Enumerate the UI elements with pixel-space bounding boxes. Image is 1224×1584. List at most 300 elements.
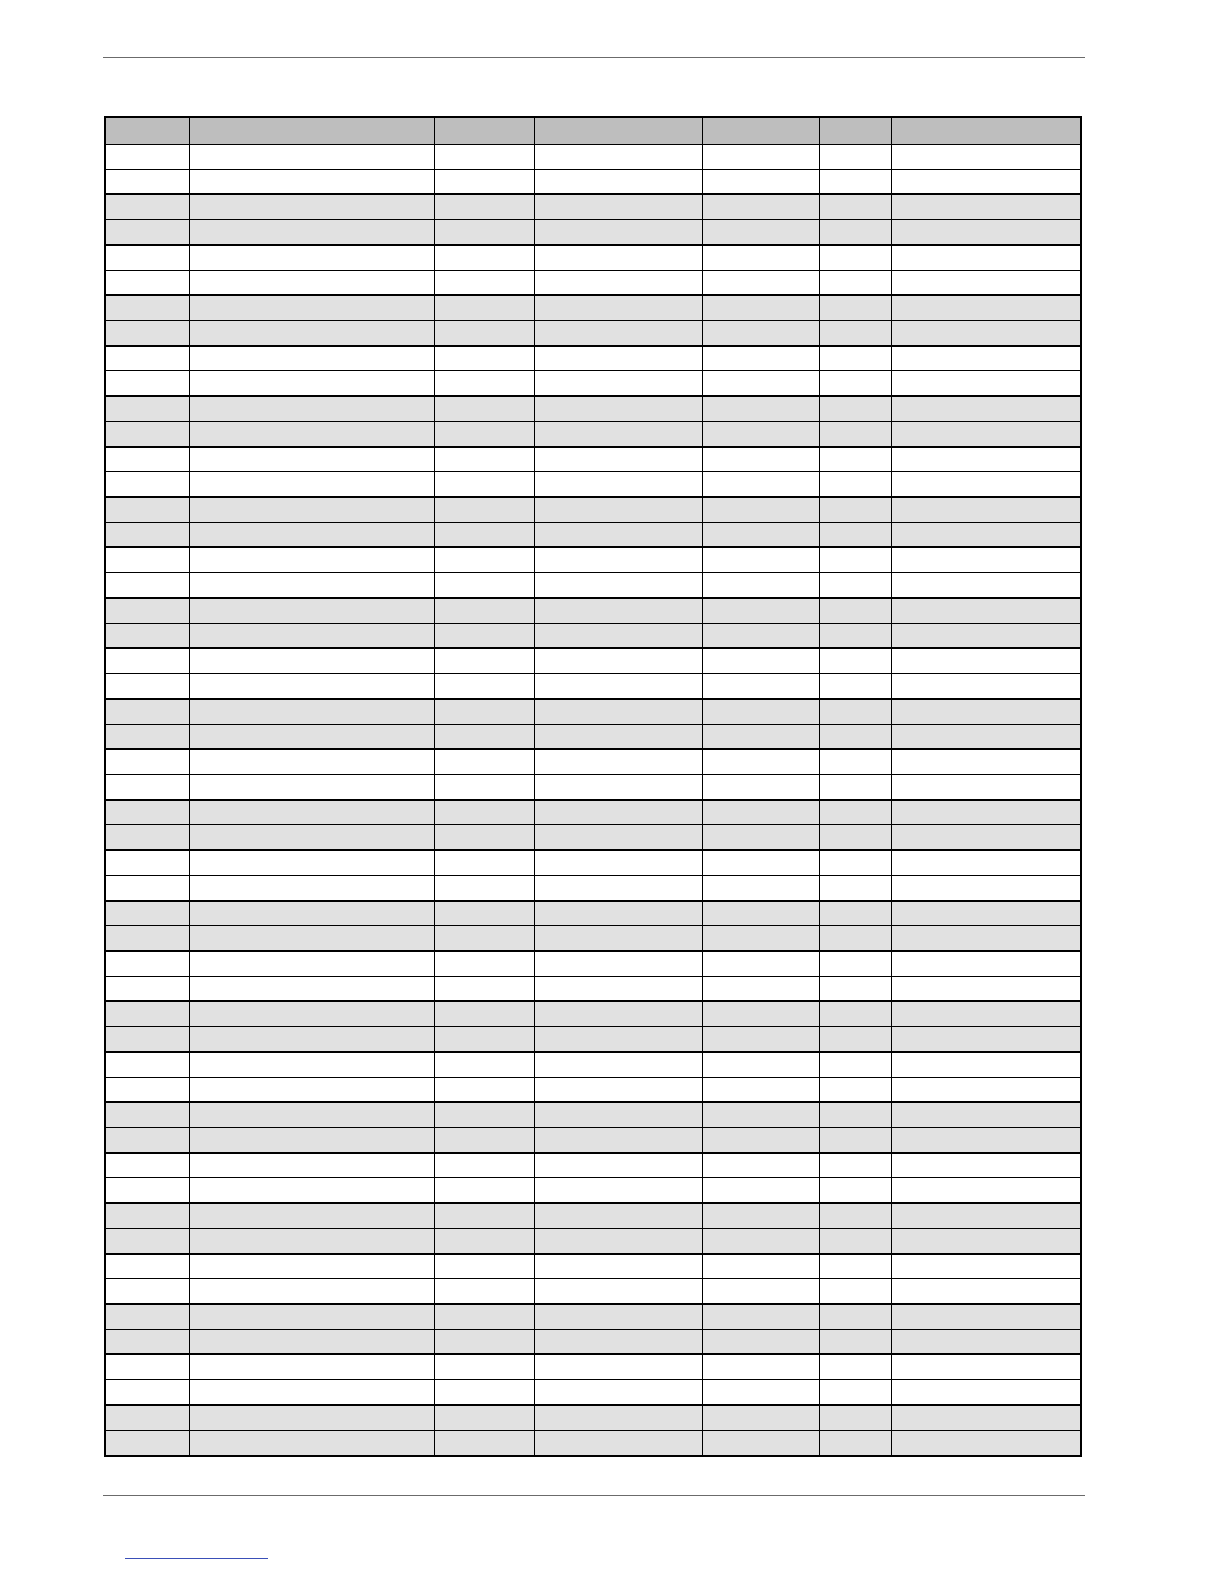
table-cell [105, 396, 189, 421]
table-cell [434, 749, 534, 774]
table-cell [534, 976, 702, 1001]
table-row [105, 1027, 1081, 1052]
table-cell [534, 1304, 702, 1329]
table-cell [819, 749, 891, 774]
table-row [105, 1102, 1081, 1127]
table-cell [702, 169, 819, 194]
table-row [105, 800, 1081, 825]
table-cell [891, 623, 1081, 648]
table-cell [434, 396, 534, 421]
table-cell [534, 346, 702, 371]
table-cell [819, 1027, 891, 1052]
column-header [189, 117, 434, 145]
table-cell [534, 1380, 702, 1405]
column-header [819, 117, 891, 145]
table-cell [891, 522, 1081, 547]
table-cell [105, 1077, 189, 1102]
table-cell [105, 926, 189, 951]
table-cell [434, 321, 534, 346]
table-cell [891, 648, 1081, 673]
table-cell [891, 1329, 1081, 1354]
table-cell [434, 1153, 534, 1178]
table-cell [434, 976, 534, 1001]
table-cell [105, 145, 189, 170]
table-cell [891, 295, 1081, 320]
table-cell [534, 1279, 702, 1304]
table-cell [189, 1052, 434, 1077]
table-cell [534, 1178, 702, 1203]
table-cell [534, 598, 702, 623]
table-cell [819, 901, 891, 926]
table-cell [702, 1153, 819, 1178]
table-cell [534, 145, 702, 170]
table-cell [534, 421, 702, 446]
table-cell [819, 699, 891, 724]
table-cell [534, 901, 702, 926]
table-cell [434, 1027, 534, 1052]
table-row [105, 1153, 1081, 1178]
table-cell [702, 699, 819, 724]
table-cell [189, 976, 434, 1001]
table-cell [105, 1254, 189, 1279]
table-cell [819, 321, 891, 346]
table-cell [534, 1203, 702, 1228]
table-cell [534, 825, 702, 850]
table-row [105, 825, 1081, 850]
table-cell [105, 245, 189, 270]
table-cell [702, 951, 819, 976]
table-cell [189, 1077, 434, 1102]
table-cell [434, 497, 534, 522]
table-cell [702, 547, 819, 572]
table-cell [891, 1430, 1081, 1456]
table-cell [819, 598, 891, 623]
table-cell [819, 396, 891, 421]
table-cell [434, 850, 534, 875]
table-cell [891, 901, 1081, 926]
table-cell [434, 1430, 534, 1456]
table-cell [891, 573, 1081, 598]
table-row [105, 1380, 1081, 1405]
column-header [534, 117, 702, 145]
table-cell [891, 447, 1081, 472]
table-cell [891, 976, 1081, 1001]
table-cell [434, 371, 534, 396]
table-cell [434, 1254, 534, 1279]
table-cell [105, 951, 189, 976]
table-row [105, 245, 1081, 270]
table-cell [819, 1052, 891, 1077]
table-cell [819, 1102, 891, 1127]
table-row [105, 1430, 1081, 1456]
table-cell [534, 547, 702, 572]
table-cell [702, 245, 819, 270]
table-cell [819, 674, 891, 699]
table-cell [702, 1178, 819, 1203]
table-cell [534, 623, 702, 648]
table-cell [105, 522, 189, 547]
table-cell [702, 270, 819, 295]
table-cell [434, 951, 534, 976]
table-cell [434, 1354, 534, 1379]
table-cell [189, 825, 434, 850]
table-cell [189, 598, 434, 623]
table-cell [534, 1027, 702, 1052]
table-cell [702, 800, 819, 825]
table-cell [702, 1052, 819, 1077]
table-cell [819, 220, 891, 245]
table-row [105, 850, 1081, 875]
table-cell [189, 220, 434, 245]
table-cell [105, 270, 189, 295]
table-cell [534, 875, 702, 900]
table-cell [819, 145, 891, 170]
table-cell [434, 346, 534, 371]
table-cell [534, 648, 702, 673]
table-cell [702, 1001, 819, 1026]
table-cell [105, 976, 189, 1001]
table-cell [891, 270, 1081, 295]
table-cell [702, 396, 819, 421]
table-cell [819, 774, 891, 799]
table-row [105, 371, 1081, 396]
table-cell [891, 1228, 1081, 1253]
table-row [105, 1077, 1081, 1102]
table-row [105, 1052, 1081, 1077]
table-body [105, 145, 1081, 1457]
table-cell [702, 1027, 819, 1052]
column-header [105, 117, 189, 145]
table-cell [891, 1405, 1081, 1430]
table-row [105, 724, 1081, 749]
table-cell [891, 1354, 1081, 1379]
table-cell [105, 1178, 189, 1203]
table-cell [891, 800, 1081, 825]
table-cell [434, 901, 534, 926]
table-row [105, 547, 1081, 572]
table-cell [702, 825, 819, 850]
table-cell [891, 850, 1081, 875]
table-cell [534, 1254, 702, 1279]
table-cell [434, 800, 534, 825]
table-row [105, 1254, 1081, 1279]
table-cell [702, 1380, 819, 1405]
table-cell [105, 1329, 189, 1354]
table-row [105, 1001, 1081, 1026]
table-cell [534, 1329, 702, 1354]
table-cell [434, 220, 534, 245]
table-cell [105, 1128, 189, 1153]
table-cell [891, 825, 1081, 850]
table-cell [105, 547, 189, 572]
table-cell [702, 421, 819, 446]
table-row [105, 674, 1081, 699]
table-cell [534, 1001, 702, 1026]
table-cell [189, 497, 434, 522]
table-cell [189, 472, 434, 497]
table-cell [434, 648, 534, 673]
table-cell [434, 573, 534, 598]
table-cell [891, 749, 1081, 774]
table-cell [891, 951, 1081, 976]
table-cell [189, 800, 434, 825]
table-cell [702, 901, 819, 926]
table-cell [105, 648, 189, 673]
table-cell [105, 875, 189, 900]
table-cell [434, 169, 534, 194]
table-cell [702, 875, 819, 900]
table-cell [434, 1380, 534, 1405]
table-cell [105, 598, 189, 623]
table-cell [534, 194, 702, 219]
table-cell [702, 1354, 819, 1379]
table-cell [534, 774, 702, 799]
table-cell [189, 1405, 434, 1430]
table-cell [702, 194, 819, 219]
table-row [105, 321, 1081, 346]
table-cell [189, 447, 434, 472]
table-cell [819, 1077, 891, 1102]
table-cell [891, 724, 1081, 749]
table-cell [819, 926, 891, 951]
table-cell [434, 1178, 534, 1203]
table-cell [702, 1203, 819, 1228]
table-cell [702, 598, 819, 623]
table-cell [189, 169, 434, 194]
table-cell [819, 648, 891, 673]
table-cell [891, 421, 1081, 446]
table-cell [702, 295, 819, 320]
table-cell [189, 901, 434, 926]
table-cell [189, 1304, 434, 1329]
table-cell [819, 1228, 891, 1253]
table-row [105, 1228, 1081, 1253]
table-row [105, 573, 1081, 598]
table-cell [819, 825, 891, 850]
table-row [105, 270, 1081, 295]
table-cell [105, 573, 189, 598]
table-cell [105, 346, 189, 371]
table-row [105, 447, 1081, 472]
table-cell [891, 169, 1081, 194]
table-cell [189, 1354, 434, 1379]
table-cell [189, 396, 434, 421]
table-row [105, 472, 1081, 497]
table-cell [434, 674, 534, 699]
table-cell [434, 724, 534, 749]
table-cell [434, 1001, 534, 1026]
table-row [105, 421, 1081, 446]
table-cell [534, 371, 702, 396]
table-cell [534, 724, 702, 749]
footer-rule [103, 1495, 1085, 1496]
table-cell [434, 1405, 534, 1430]
table-cell [105, 724, 189, 749]
table-cell [891, 145, 1081, 170]
table-cell [434, 1304, 534, 1329]
table-cell [434, 447, 534, 472]
table-cell [105, 295, 189, 320]
table-cell [702, 220, 819, 245]
table-row [105, 1203, 1081, 1228]
table-cell [819, 1380, 891, 1405]
table-cell [534, 270, 702, 295]
table-cell [702, 573, 819, 598]
table-cell [891, 1052, 1081, 1077]
table-row [105, 1304, 1081, 1329]
table-cell [434, 1329, 534, 1354]
table-cell [702, 522, 819, 547]
table-cell [702, 321, 819, 346]
table-cell [891, 1380, 1081, 1405]
table-row [105, 396, 1081, 421]
table-cell [702, 1254, 819, 1279]
table-cell [434, 270, 534, 295]
table-cell [534, 1128, 702, 1153]
table-cell [189, 1102, 434, 1127]
table-cell [105, 1228, 189, 1253]
column-header [702, 117, 819, 145]
table-cell [105, 850, 189, 875]
table-cell [819, 850, 891, 875]
table-cell [105, 1430, 189, 1456]
table-cell [534, 1354, 702, 1379]
table-cell [819, 573, 891, 598]
table-cell [702, 1430, 819, 1456]
table-cell [105, 774, 189, 799]
table-cell [702, 1329, 819, 1354]
table-cell [891, 321, 1081, 346]
table-cell [534, 1102, 702, 1127]
table-cell [189, 1001, 434, 1026]
table-cell [189, 145, 434, 170]
table-cell [891, 1001, 1081, 1026]
table-cell [702, 674, 819, 699]
table-cell [819, 1304, 891, 1329]
table-cell [534, 850, 702, 875]
table-cell [434, 472, 534, 497]
table-cell [891, 472, 1081, 497]
table-cell [534, 926, 702, 951]
table-cell [534, 749, 702, 774]
table-cell [105, 447, 189, 472]
table-cell [891, 1203, 1081, 1228]
table-cell [189, 1153, 434, 1178]
table-cell [891, 371, 1081, 396]
table-cell [702, 371, 819, 396]
table-cell [189, 421, 434, 446]
table-cell [189, 547, 434, 572]
table-cell [819, 245, 891, 270]
table-cell [702, 850, 819, 875]
table-cell [105, 1027, 189, 1052]
table-cell [434, 926, 534, 951]
table-cell [434, 623, 534, 648]
table-cell [702, 497, 819, 522]
table-cell [189, 648, 434, 673]
table-cell [434, 245, 534, 270]
table-cell [434, 145, 534, 170]
table-cell [891, 875, 1081, 900]
table-cell [819, 1354, 891, 1379]
table-cell [819, 346, 891, 371]
table-row [105, 497, 1081, 522]
table-cell [534, 169, 702, 194]
table-cell [105, 1052, 189, 1077]
table-cell [189, 1430, 434, 1456]
table-cell [891, 598, 1081, 623]
table-cell [189, 1203, 434, 1228]
table-cell [891, 1128, 1081, 1153]
table-cell [434, 1203, 534, 1228]
table-cell [534, 245, 702, 270]
table-cell [105, 800, 189, 825]
table-cell [891, 497, 1081, 522]
table-cell [189, 674, 434, 699]
table-cell [434, 1077, 534, 1102]
table-row [105, 926, 1081, 951]
table-cell [534, 1405, 702, 1430]
table-cell [434, 1102, 534, 1127]
table-row [105, 774, 1081, 799]
table-cell [105, 321, 189, 346]
table-cell [105, 472, 189, 497]
table-cell [819, 951, 891, 976]
table-cell [189, 875, 434, 900]
table-cell [819, 1329, 891, 1354]
table-cell [891, 245, 1081, 270]
table-cell [702, 472, 819, 497]
table-row [105, 145, 1081, 170]
table-row [105, 1128, 1081, 1153]
table-cell [105, 1102, 189, 1127]
table-cell [891, 1254, 1081, 1279]
table-cell [534, 699, 702, 724]
table-row [105, 1329, 1081, 1354]
table-cell [434, 522, 534, 547]
table-cell [819, 447, 891, 472]
column-header [891, 117, 1081, 145]
table-cell [702, 926, 819, 951]
table-cell [189, 1228, 434, 1253]
table-cell [189, 346, 434, 371]
table-row [105, 346, 1081, 371]
table-cell [702, 1405, 819, 1430]
table-row [105, 295, 1081, 320]
table-cell [702, 724, 819, 749]
table-cell [534, 472, 702, 497]
table-cell [702, 623, 819, 648]
table-cell [189, 926, 434, 951]
table-cell [189, 321, 434, 346]
table-cell [534, 1153, 702, 1178]
header-rule [103, 57, 1085, 58]
table-cell [891, 547, 1081, 572]
table-cell [434, 1128, 534, 1153]
table-row [105, 648, 1081, 673]
table-cell [434, 598, 534, 623]
table-cell [105, 1279, 189, 1304]
table-cell [434, 875, 534, 900]
table-cell [891, 1304, 1081, 1329]
table-cell [819, 295, 891, 320]
table-cell [819, 875, 891, 900]
table-cell [702, 1228, 819, 1253]
table-cell [534, 295, 702, 320]
table-row [105, 522, 1081, 547]
footer-link[interactable] [125, 1558, 268, 1559]
table-cell [105, 1153, 189, 1178]
